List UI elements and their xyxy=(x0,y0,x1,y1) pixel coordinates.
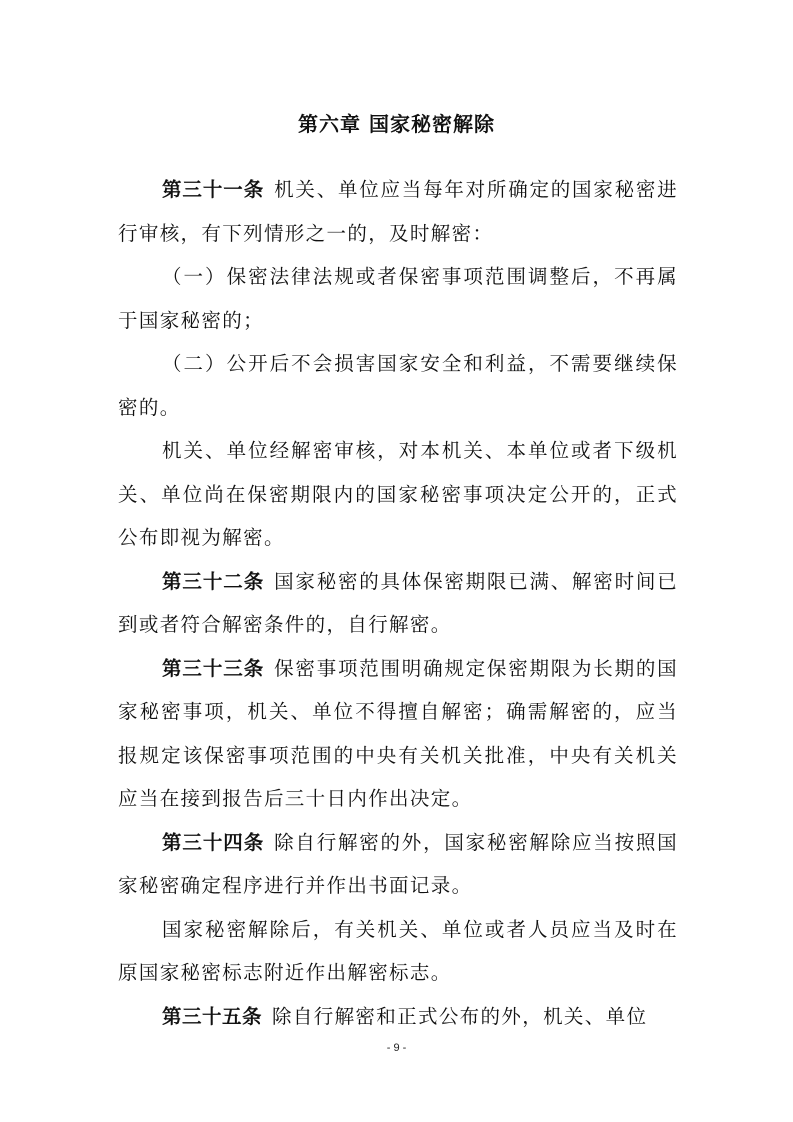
chapter-title: 第六章 国家秘密解除 xyxy=(298,112,495,136)
article-number: 第三十一条 xyxy=(162,178,265,201)
paragraph xyxy=(118,560,678,647)
article-number: 第三十二条 xyxy=(162,569,265,593)
paragraph xyxy=(118,429,678,560)
paragraph-text: 除自行解密的外，国家秘密解除应当按照国家秘密确定程序进行并作出书面记录。 xyxy=(118,830,678,897)
paragraph xyxy=(118,908,678,995)
paragraph xyxy=(118,995,678,1039)
article-number: 第三十五条 xyxy=(162,1004,263,1028)
paragraph-text: 除自行解密和正式公布的外，机关、单位 xyxy=(272,1004,648,1028)
paragraph-text: （一）保密法律法规或者保密事项范围调整后，不再属于国家秘密的； xyxy=(118,265,678,332)
paragraph-text: 国家秘密的具体保密期限已满、解密时间已到或者符合解密条件的，自行解密。 xyxy=(118,569,678,636)
document-body xyxy=(118,168,678,1038)
paragraph-text: 机关、单位经解密审核，对本机关、本单位或者下级机关、单位尚在保密期限内的国家秘密事项决定公开的，正式公布即视为解密。 xyxy=(118,439,678,549)
paragraph xyxy=(118,821,678,908)
article-number: 第三十三条 xyxy=(162,656,265,680)
article-number: 第三十四条 xyxy=(162,830,265,854)
paragraph-text: 机关、单位应当每年对所确定的国家秘密进行审核，有下列情形之一的，及时解密： xyxy=(118,178,678,245)
paragraph xyxy=(118,255,678,342)
paragraph-text: （二）公开后不会损害国家安全和利益，不需要继续保密的。 xyxy=(118,352,678,419)
paragraph xyxy=(118,168,678,255)
page-number: - 9 - xyxy=(386,1042,407,1054)
paragraph xyxy=(118,647,678,821)
paragraph xyxy=(118,342,678,429)
paragraph-text: 国家秘密解除后，有关机关、单位或者人员应当及时在原国家秘密标志附近作出解密标志。 xyxy=(118,917,678,984)
paragraph-text: 保密事项范围明确规定保密期限为长期的国家秘密事项，机关、单位不得擅自解密；确需解密的，应当报规定该保密事项范围的中央有关机关批准，中央有关机关应当在接到报告后三十日内作出决定。 xyxy=(118,656,678,810)
